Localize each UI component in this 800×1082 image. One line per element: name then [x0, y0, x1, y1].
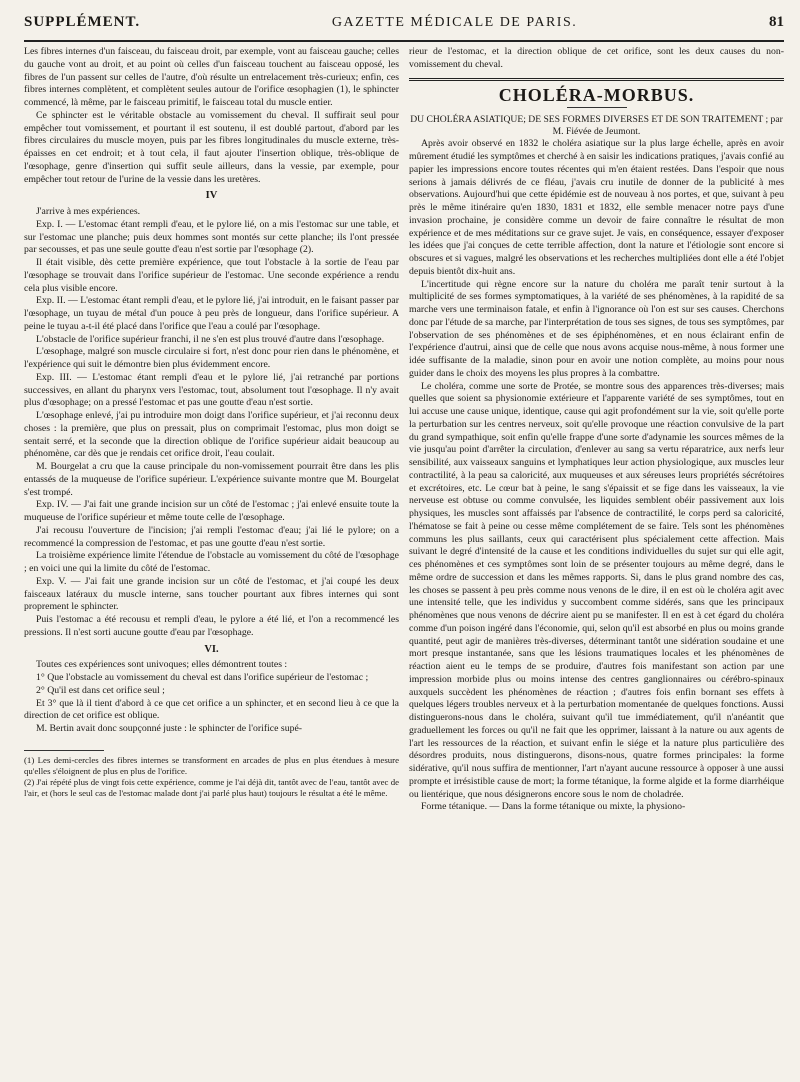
- left-column: [24, 46, 399, 1076]
- title-rule: [567, 107, 627, 108]
- footnotes: [24, 755, 399, 799]
- paragraph: J'arrive à mes expériences.: [36, 206, 141, 217]
- footnote: (2) J'ai répété plus de vingt fois cette expérience, comme je l'ai déjà dit, tantôt avec de l'eau, tantôt avec de l'air, et (hors le seul cas de l'estomac malade dont j'ai parlé plus haut) toujours le résultat a été le même.: [24, 776, 399, 798]
- section-heading: VI.: [204, 643, 219, 655]
- paragraph: Il était visible, dès cette première expérience, que tout l'obstacle à la sortie de l'eau par l'œsophage se trouvait dans l'orifice supérieur de l'estomac. Une seconde expérience a rendu cela plus visible encore.: [24, 257, 399, 294]
- article-separator: [409, 78, 784, 81]
- experiment-paragraph: Exp. II. — L'estomac étant rempli d'eau, et le pylore lié, j'ai introduit, en le faisant passer par l'œsophage, un tuyau de métal d'un pouce à peu près de longueur, dans l'orifice supérieur. A peine le tuyau a-t-il été placé dans l'orifice que l'eau a coulé par l'œsophage.: [24, 295, 399, 332]
- footnote-rule: [24, 750, 104, 751]
- paragraph: 2° Qu'il est dans cet orifice seul ;: [36, 684, 165, 696]
- paragraph: L'obstacle de l'orifice supérieur franchi, il ne s'en est plus trouvé d'autre dans l'œsophage.: [36, 333, 385, 345]
- experiment-paragraph: Exp. I. — L'estomac étant rempli d'eau, et le pylore lié, on a mis l'estomac sur une table, et sur l'estomac une planche; puis deux hommes sont montés sur cette planche; ils l'ont pressée par secousses, et pas une seule goutte d'eau n'est sortie par l'œsophage (2).: [24, 218, 399, 256]
- paragraph: Les fibres internes d'un faisceau, du faisceau droit, par exemple, vont au faisceau gauche; celles du gauche vont au droit, et au point où celles d'un faisceau touchent au faisceau opposé, les fibres de l'un passent sur celles de l'autre, d'où résulte un entrelacement très-curieux; enfin, ces fibres internes complètent, et complètent seules autour de l'orifice œsophagien (1), le sphincter commencé, là même, par le faisceau primitif, le faisceau total du muscle entier.: [24, 46, 399, 108]
- paragraph: J'ai recousu l'ouverture de l'incision; j'ai rempli l'estomac d'eau; j'ai lié le pylore; on a recommencé la compression de l'estomac, et pas une goutte d'eau n'est sortie.: [24, 524, 399, 549]
- article-subtitle: DU CHOLÉRA ASIATIQUE; DE SES FORMES DIVERSES ET DE SON TRAITEMENT ; par M. Fiévée de Jeumont.: [410, 114, 783, 138]
- page-header: [24, 14, 784, 36]
- paragraph: 1° Que l'obstacle au vomissement du cheval est dans l'orifice supérieur de l'estomac ;: [36, 672, 369, 683]
- supplement-label: SUPPLÉMENT.: [24, 14, 141, 30]
- continued-text: [409, 46, 784, 72]
- experiment-paragraph: Exp. III. — L'estomac étant rempli d'eau et le pylore lié, j'ai retranché par portions successives, en allant du pharynx vers l'estomac, tout, absolument tout l'œsophage. Il n'y avait plus d'œsophage; on a pressé l'estomac et pas une goutte d'eau n'est sortie.: [24, 371, 399, 409]
- paragraph: L'œsophage enlevé, j'ai pu introduire mon doigt dans l'orifice supérieur, et j'ai reconnu deux choses : la première, que plus on pressait, plus on comprimait l'estomac, plus mon doigt se sentait serré, et la seconde que la direction oblique de l'orifice supérieur aidait beaucoup au phénomène, car dès que je rendais cet orifice droit, l'eau coulait.: [24, 410, 399, 460]
- paragraph: rieur de l'estomac, et la direction oblique de cet orifice, sont les deux causes du non-vomissement du cheval.: [409, 46, 784, 70]
- publication-title: GAZETTE MÉDICALE DE PARIS.: [331, 15, 578, 30]
- paragraph: Forme tétanique. — Dans la forme tétanique ou mixte, la physiono-: [421, 801, 686, 813]
- experiment-paragraph: Exp. V. — J'ai fait une grande incision sur un côté de l'estomac, et j'ai coupé les deux faisceaux latéraux du muscle interne, sans toucher pourtant aux fibres internes qui sont proprement le sphincter.: [24, 575, 399, 613]
- paragraph: M. Bertin avait donc soupçonné juste : le sphincter de l'orifice supé-: [36, 723, 303, 734]
- experiment-paragraph: Exp. IV. — J'ai fait une grande incision sur un côté de l'estomac ; j'ai enlevé ensuite toute la muqueuse de l'orifice supérieur et même toute celle de l'œsophage.: [24, 499, 399, 523]
- paragraph: L'incertitude qui règne encore sur la nature du choléra me paraît tenir surtout à la multiplicité de ses formes symptomatiques, à la variété de ses phénomènes, à la rapidité de sa marche vers une terminaison fatale, et enfin à l'ignorance où l'on est sur ses causes. Cherchons donc par l'étude de sa marche, par l'interprétation de tous ses signes, de tous ses symptômes, par l'observation de ses phénomènes et de ses épiphénomènes, et en nous éclairant enfin de l'expérience d'autrui, ainsi que de celle que nous avons acquise nous-même, à nous former une idée suffisante de la maladie, sinon pour en avoir une notion complète, au moins pour nous guider dans le choix des moyens les plus propres à la combattre.: [409, 278, 784, 379]
- paragraph: Et 3° que là il tient d'abord à ce que cet orifice a un sphincter, et en second lieu à ce que la direction de cet orifice est oblique.: [24, 697, 399, 722]
- page-number: 81: [769, 14, 784, 30]
- paragraph: Ce sphincter est le véritable obstacle au vomissement du cheval. Il suffirait seul pour empêcher tout vomissement, et pourtant il est soutenu, il est doublé partout, d'abord par les fibres circulaires du muscle moyen, puis par les fibres longitudinales du muscle externe, très-épaisses en cet endroit; et à tout cela, il faut ajouter l'insertion oblique, très-oblique de l'œsophage, genre d'insertion qui suffit seule ailleurs, dans la vessie, par exemple, pour empêcher tout retour de l'urine de la vessie dans les uretères.: [24, 109, 399, 185]
- paragraph: La troisième expérience limite l'étendue de l'obstacle au vomissement du côté de l'œsophage ; en voici une qui la limite du côté de l'estomac.: [24, 550, 399, 574]
- header-rule: [24, 40, 784, 42]
- paragraph: L'œsophage, malgré son muscle circulaire si fort, n'est donc pour rien dans le phénomène, et l'expérience qui suit le démontre bien plus évidemment encore.: [24, 346, 399, 370]
- right-column: [409, 46, 784, 1076]
- paragraph: Après avoir observé en 1832 le choléra asiatique sur la plus large échelle, après en avoir mûrement étudié les symptômes et cherché à en saisir les indications pratiques, j'avais confié au papier les impressions encore toutes récentes qui m'en étaient restées. Dans l'espoir que nous serions à jamais délivrés de ce fléau, j'avais cru inutile de donner de la publicité à mes observations. Aujourd'hui que cette épidémie est de nouveau à nos portes, et que, suivant à peu près le même itinéraire qu'en 1830, 1831 et 1832, elle semble menacer notre pays d'une invasion prochaine, je considère comme un devoir de faire connaître le résultat de mon expérience et de mes méditations sur ce grave sujet. Je vais, en conséquence, essayer d'exposer les idées que j'ai conçues de cette terrible affection, dont la nature et l'étiologie sont encore si obscures et si vagues, malgré les observations et les recherches multipliées dont elle a été l'objet depuis bientôt dix-huit ans.: [409, 138, 784, 277]
- paragraph: Le choléra, comme une sorte de Protée, se montre sous des apparences très-diverses; mais quelles que soient sa physionomie extérieure et l'apparente variété de ses symptômes, tout en lui accuse une cause unique, identique, cause qui agit profondément sur la vie, soit qu'elle porte la perturbation sur les centres nerveux, soit qu'elle provoque une réaction convulsive de la part du grand sympathique, soit enfin qu'elle frappe d'une sorte d'adynamie les sources mêmes de la vie jusqu'au point d'arrêter la circulation, d'enlever au sang sa vertu réparatrice, aux nerfs leur sensibilité, aux vaisseaux sanguins et lymphatiques leur action physiologique, aux muscles leur contractilité, à la peau sa caloricité, aux muqueuses et aux séreuses leurs propriétés sécrétoires et excrétoires, etc. Le cœur bat à peine, le sang s'épaissit et se fige dans les vaisseaux, la vie nerveuse est obtuse ou comme convulsée, les liquides semblent obéir passivement aux lois physiques, les muscles sont affaissés par l'absence de contractilité, le corps perd sa caloricité, l'hématose se fait à peine ou cesse même complétement de se faire. Tels sont les phénomènes communs les plus saillants, ceux qui caractérisent plus spécialement cette affection. Mais suivant le degré d'intensité de la cause et les conditions individuelles du sujet sur qui elle agit, ces phénomènes et ces symptômes sont loin de se présenter toujours au même degré, dans le même ordre de succession et dans les mêmes rapports. Si, dans le plus grand nombre des cas, les choses se passent à peu près comme nous venons de le dire, il en est où le choléra agit avec une intensité telle, que les individus y succombent comme sidérés, sans que les principaux phénomènes que nous venons de décrire aient pu se manifester. Il en est à cet égard du choléra comme d'un poison ingéré dans l'économie, qui, selon qu'il est absorbé en plus ou moins grande quantité, peut agir de manières très-diverses, déterminant tantôt une sidération soudaine et une mort presque instantanée, sans que les lésions traumatiques locales et les phénomènes de réaction aient eu le temps de se produire, d'autres fois manifestant son action par une impression morbide plus ou moins intense des centres ganglionnaires ou cérébro-spinaux auxquels succèdent les phénomènes de réaction ; d'autres fois enfin bornant ses effets à quelques légers troubles nerveux et à la perturbation momentanée de quelques fonctions. Aussi distinguerons-nous dans le choléra, suivant qu'il tue immédiatement, qu'il n'anéantit que graduellement les forces ou qu'il ne fait que les opprimer, laissant à la nature ou aux agents de l'art les ressources de la réaction, et suivant enfin le siége et la nature plus particulière des désordres produits, nous distinguerons, disons-nous, quatre formes principales: la forme sidérative, qu'il nous suffira de mentionner, l'art n'ayant aucune ressource à opposer à une aussi prompte et irrésistible cause de mort; la forme tétanique, la forme algide et la forme diarrhéique ou lientérique, que nous désignerons encore sous le nom de choladrée.: [409, 380, 784, 800]
- section-heading: IV: [205, 190, 218, 202]
- article-title: CHOLÉRA-MORBUS.: [498, 84, 695, 105]
- columns: [24, 46, 784, 1076]
- paragraph: Puis l'estomac a été recousu et rempli d'eau, le pylore a été lié, et l'on a recommencé les pressions. Il n'est sorti aucune goutte d'eau par l'œsophage.: [24, 614, 399, 638]
- paragraph: Toutes ces expériences sont univoques; elles démontrent toutes :: [36, 659, 288, 671]
- paragraph: M. Bourgelat a cru que la cause principale du non-vomissement pourrait être dans les plis entassés de la muqueuse de l'orifice supérieur. L'expérience suivante montre que M. Bourgelat s'est trompé.: [24, 461, 399, 498]
- footnote: (1) Les demi-cercles des fibres internes se transforment en arcades de plus en plus étendues à mesure qu'elles s'éloignent de plus en plus de l'orifice.: [24, 754, 399, 776]
